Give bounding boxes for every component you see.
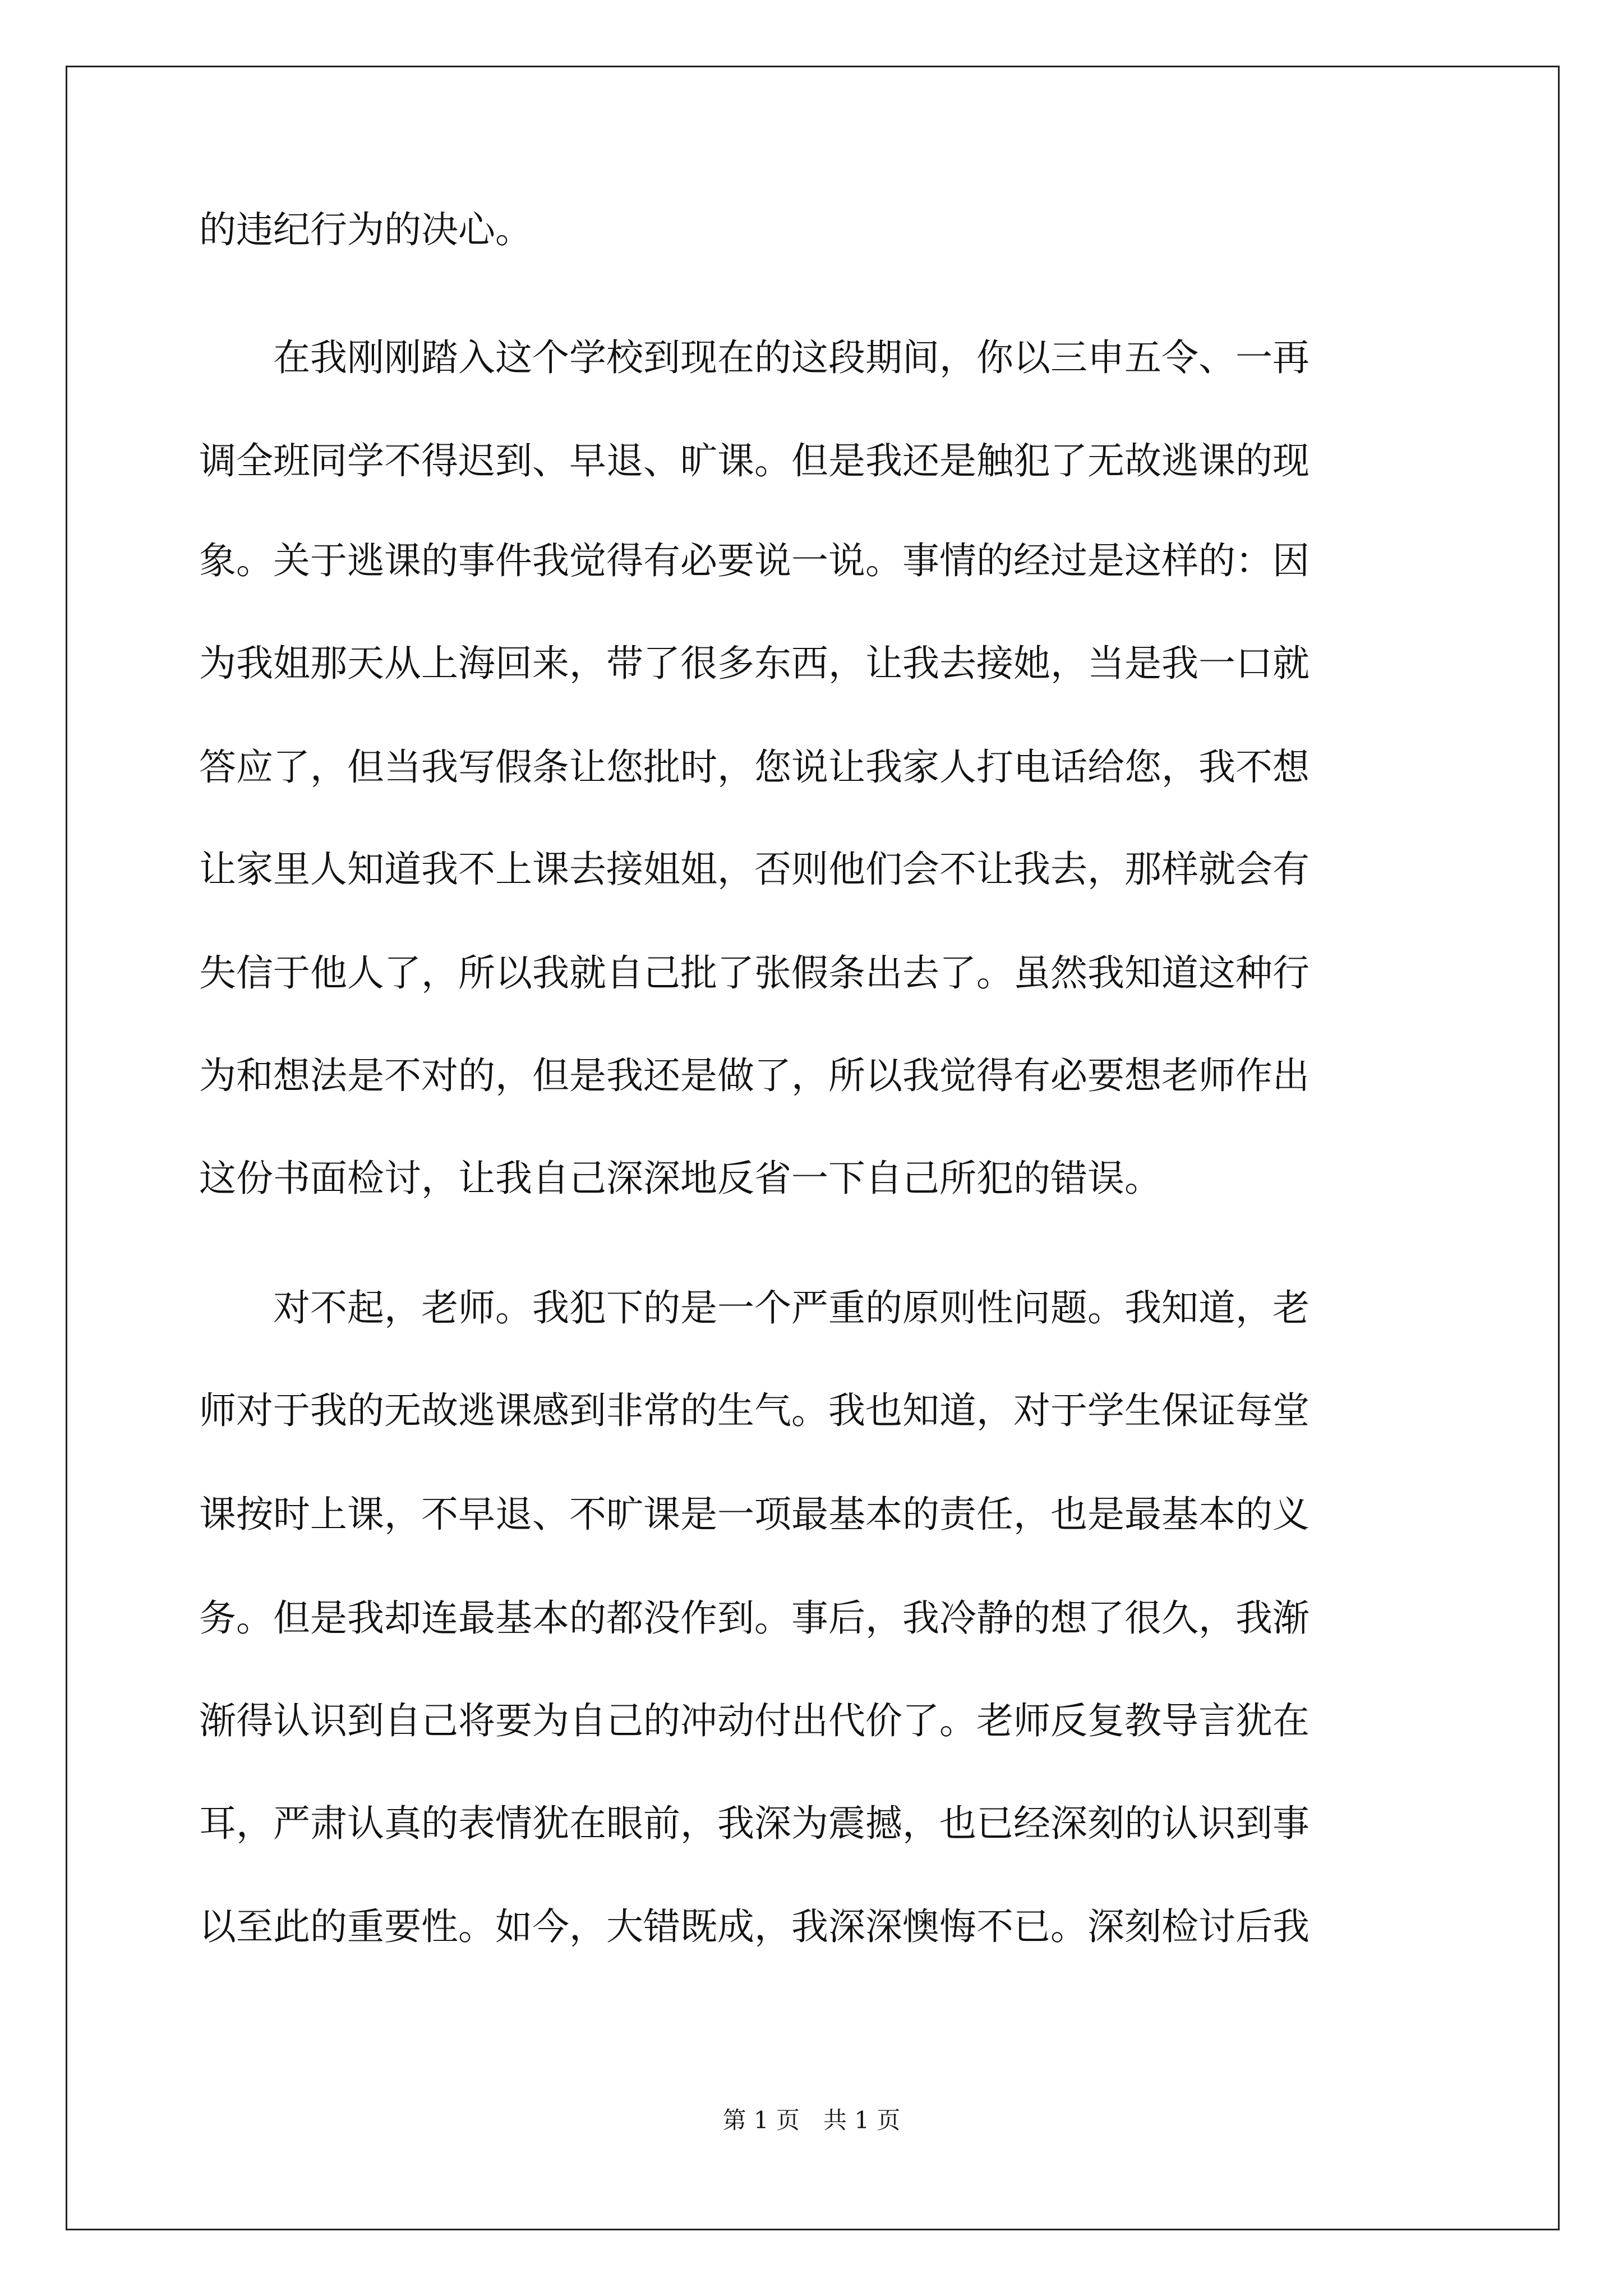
text-line: 答应了，但当我写假条让您批时，您说让我家人打电话给您，我不想 [199,746,1310,789]
page-number-footer: 第 1 页 共 1 页 [722,2106,901,2134]
text-line: 师对于我的无故逃课感到非常的生气。我也知道，对于学生保证每堂 [199,1389,1310,1432]
text-line: 为和想法是不对的，但是我还是做了，所以我觉得有必要想老师作出 [199,1054,1310,1097]
text-line: 渐得认识到自己将要为自己的冲动付出代价了。老师反复教导言犹在 [199,1699,1310,1742]
text-line: 的违纪行为的决心。 [199,208,532,251]
text-line: 调全班同学不得迟到、早退、旷课。但是我还是触犯了无故逃课的现 [199,439,1310,482]
text-line: 为我姐那天从上海回来，带了很多东西，让我去接她，当是我一口就 [199,642,1310,685]
text-line: 这份书面检讨，让我自己深深地反省一下自己所犯的错误。 [199,1157,1161,1200]
text-line: 对不起，老师。我犯下的是一个严重的原则性问题。我知道，老 [199,1286,1310,1329]
text-line: 务。但是我却连最基本的都没作到。事后，我冷静的想了很久，我渐 [199,1596,1310,1640]
text-line: 让家里人知道我不上课去接姐姐，否则他们会不让我去，那样就会有 [199,848,1310,891]
text-line: 课按时上课，不早退、不旷课是一项最基本的责任，也是最基本的义 [199,1493,1310,1536]
text-line: 在我刚刚踏入这个学校到现在的这段期间，你以三申五令、一再 [199,336,1310,379]
text-line: 失信于他人了，所以我就自己批了张假条出去了。虽然我知道这种行 [199,951,1310,995]
text-line: 象。关于逃课的事件我觉得有必要说一说。事情的经过是这样的：因 [199,539,1310,582]
text-line: 以至此的重要性。如今，大错既成，我深深懊悔不已。深刻检讨后我 [199,1905,1310,1948]
text-line: 耳，严肃认真的表情犹在眼前，我深为震撼，也已经深刻的认识到事 [199,1802,1310,1845]
